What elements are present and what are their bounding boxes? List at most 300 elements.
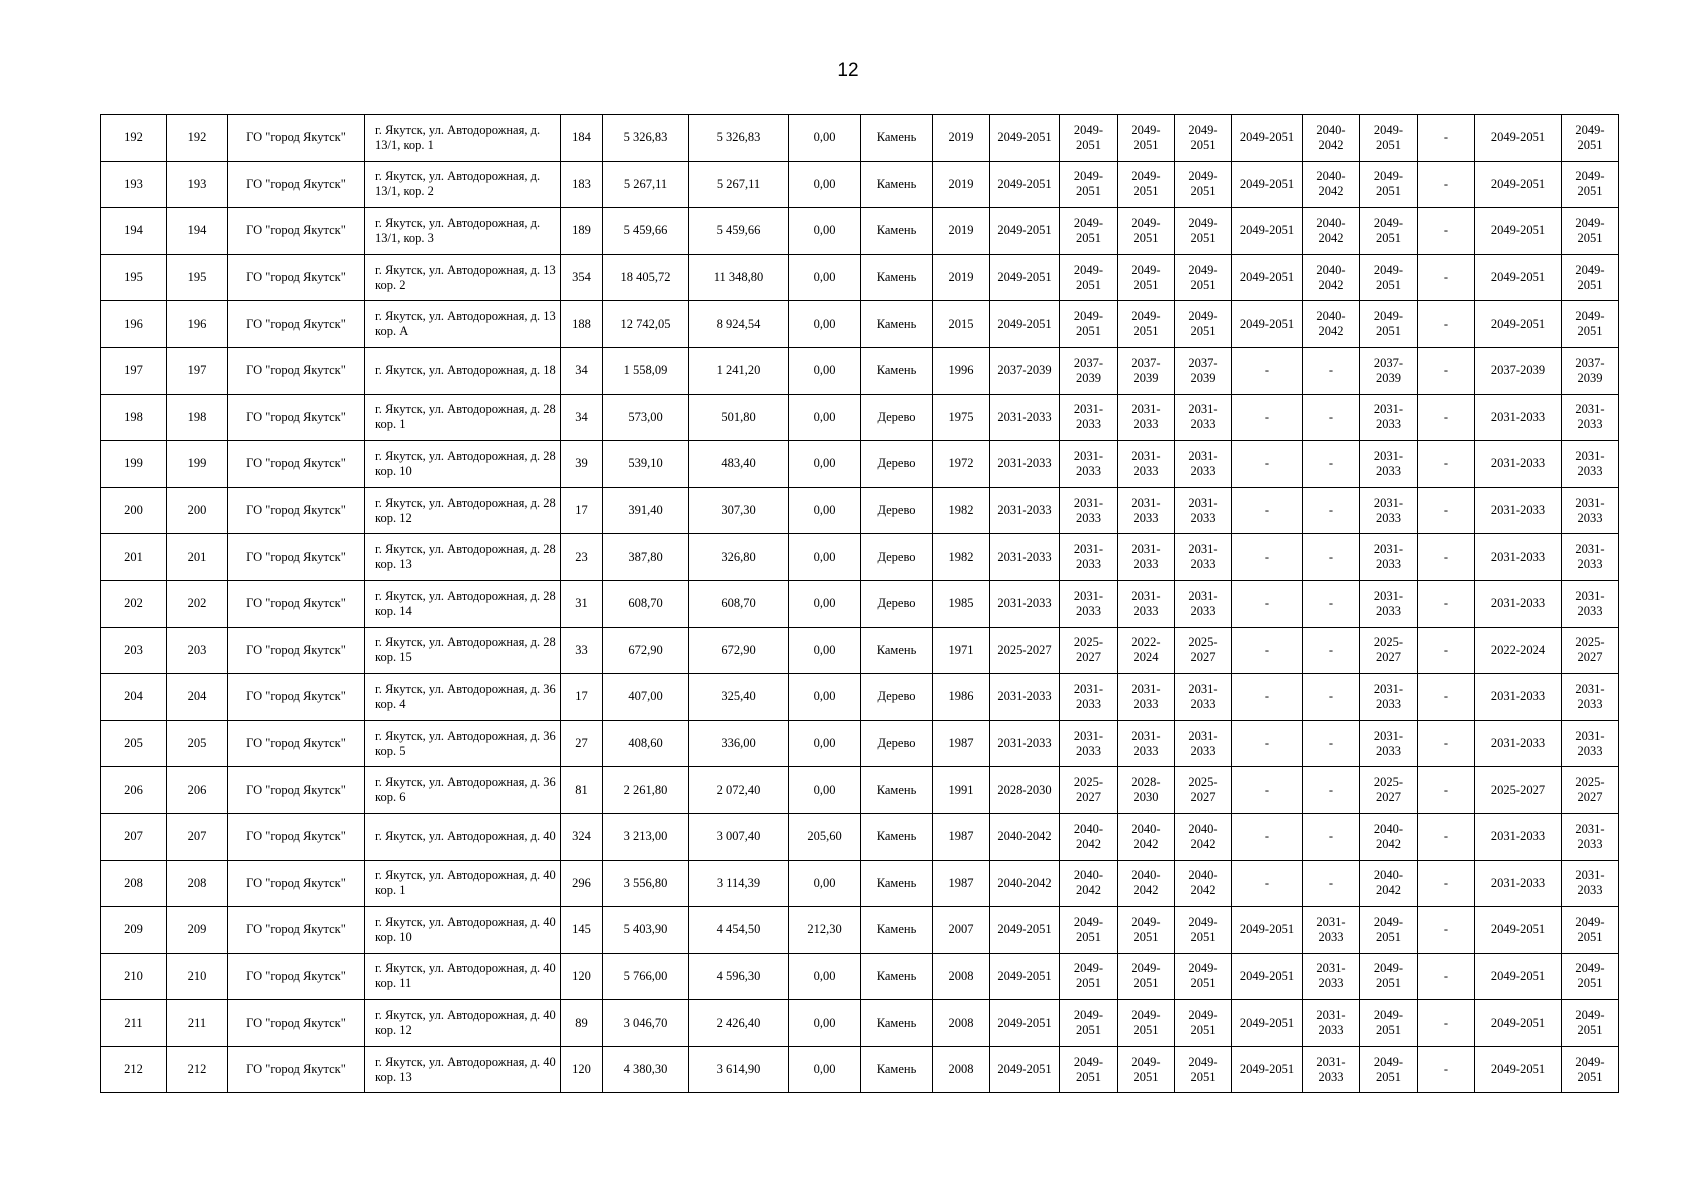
- cell-period-final: 2031-2033: [1562, 860, 1619, 907]
- cell-period-elevator: 2049-2051: [1232, 115, 1303, 162]
- cell-period-other: -: [1418, 580, 1475, 627]
- cell-period-roof: 2031-2033: [990, 674, 1060, 721]
- cell-period-engineering: 2031-2033: [1175, 441, 1232, 488]
- cell-period-basement: 2031-2033: [1360, 720, 1418, 767]
- cell-period-overall: 2031-2033: [1475, 674, 1562, 721]
- cell-period-other: -: [1418, 441, 1475, 488]
- cell-living-area: 4 454,50: [689, 907, 789, 954]
- cell-period-overall: 2022-2024: [1475, 627, 1562, 674]
- cell-municipality: ГО "город Якутск": [228, 674, 365, 721]
- cell-wall-material: Дерево: [861, 534, 933, 581]
- cell-period-roof: 2031-2033: [990, 720, 1060, 767]
- cell-total-area: 387,80: [603, 534, 689, 581]
- cell-object-number: 203: [167, 627, 228, 674]
- cell-total-area: 5 459,66: [603, 208, 689, 255]
- cell-period-engineering: 2031-2033: [1175, 720, 1232, 767]
- cell-nonresidential-area: 0,00: [789, 953, 861, 1000]
- cell-build-year: 1991: [933, 767, 990, 814]
- cell-period-elevator: -: [1232, 860, 1303, 907]
- cell-period-facade: 2049-2051: [1060, 115, 1118, 162]
- cell-period-other: -: [1418, 301, 1475, 348]
- cell-row-number: 195: [101, 254, 167, 301]
- cell-build-year: 1987: [933, 813, 990, 860]
- cell-row-number: 202: [101, 580, 167, 627]
- cell-period-overall: 2049-2051: [1475, 254, 1562, 301]
- cell-period-elevator-replace: -: [1303, 813, 1360, 860]
- cell-object-number: 211: [167, 1000, 228, 1047]
- cell-address: г. Якутск, ул. Автодорожная, д. 36 кор. 5: [365, 720, 561, 767]
- cell-period-roof: 2049-2051: [990, 208, 1060, 255]
- cell-living-area: 325,40: [689, 674, 789, 721]
- cell-wall-material: Камень: [861, 813, 933, 860]
- cell-period-engineering: 2049-2051: [1175, 1046, 1232, 1093]
- cell-period-roof: 2028-2030: [990, 767, 1060, 814]
- cell-period-roof: 2049-2051: [990, 1046, 1060, 1093]
- cell-period-elevator: 2049-2051: [1232, 208, 1303, 255]
- cell-object-number: 207: [167, 813, 228, 860]
- cell-wall-material: Камень: [861, 1000, 933, 1047]
- cell-living-area: 483,40: [689, 441, 789, 488]
- cell-period-elevator: -: [1232, 767, 1303, 814]
- cell-period-other: -: [1418, 208, 1475, 255]
- cell-wall-material: Камень: [861, 347, 933, 394]
- cell-period-facade: 2049-2051: [1060, 301, 1118, 348]
- cell-period-overall: 2031-2033: [1475, 580, 1562, 627]
- cell-period-roof: 2031-2033: [990, 534, 1060, 581]
- cell-period-facade: 2025-2027: [1060, 627, 1118, 674]
- cell-wall-material: Камень: [861, 208, 933, 255]
- cell-period-foundation: 2031-2033: [1118, 580, 1175, 627]
- cell-wall-material: Камень: [861, 115, 933, 162]
- cell-period-elevator: 2049-2051: [1232, 1000, 1303, 1047]
- cell-period-engineering: 2049-2051: [1175, 953, 1232, 1000]
- cell-total-area: 3 213,00: [603, 813, 689, 860]
- cell-municipality: ГО "город Якутск": [228, 1000, 365, 1047]
- cell-period-elevator-replace: -: [1303, 534, 1360, 581]
- cell-period-basement: 2031-2033: [1360, 394, 1418, 441]
- cell-period-engineering: 2040-2042: [1175, 813, 1232, 860]
- cell-period-roof: 2031-2033: [990, 394, 1060, 441]
- cell-period-elevator: -: [1232, 813, 1303, 860]
- cell-period-final: 2049-2051: [1562, 208, 1619, 255]
- cell-period-basement: 2049-2051: [1360, 208, 1418, 255]
- cell-nonresidential-area: 0,00: [789, 394, 861, 441]
- cell-period-final: 2031-2033: [1562, 441, 1619, 488]
- cell-living-area: 501,80: [689, 394, 789, 441]
- cell-nonresidential-area: 0,00: [789, 580, 861, 627]
- cell-object-number: 192: [167, 115, 228, 162]
- cell-period-overall: 2031-2033: [1475, 441, 1562, 488]
- cell-build-year: 1986: [933, 674, 990, 721]
- cell-living-area: 608,70: [689, 580, 789, 627]
- table-row: [101, 301, 1619, 348]
- cell-period-foundation: 2031-2033: [1118, 441, 1175, 488]
- table-row: [101, 720, 1619, 767]
- cell-period-other: -: [1418, 254, 1475, 301]
- cell-period-elevator-replace: -: [1303, 394, 1360, 441]
- cell-period-engineering: 2025-2027: [1175, 627, 1232, 674]
- cell-period-overall: 2049-2051: [1475, 115, 1562, 162]
- cell-row-number: 206: [101, 767, 167, 814]
- cell-period-roof: 2031-2033: [990, 441, 1060, 488]
- cell-period-elevator: -: [1232, 347, 1303, 394]
- cell-period-elevator-replace: -: [1303, 580, 1360, 627]
- cell-object-number: 210: [167, 953, 228, 1000]
- cell-municipality: ГО "город Якутск": [228, 953, 365, 1000]
- table-row: [101, 627, 1619, 674]
- cell-nonresidential-area: 0,00: [789, 627, 861, 674]
- cell-period-elevator-replace: 2040-2042: [1303, 301, 1360, 348]
- cell-period-engineering: 2040-2042: [1175, 860, 1232, 907]
- cell-nonresidential-area: 0,00: [789, 860, 861, 907]
- cell-address: г. Якутск, ул. Автодорожная, д. 40 кор. 11: [365, 953, 561, 1000]
- cell-build-year: 1975: [933, 394, 990, 441]
- cell-living-area: 11 348,80: [689, 254, 789, 301]
- cell-living-area: 4 596,30: [689, 953, 789, 1000]
- cell-residents: 89: [561, 1000, 603, 1047]
- table-row: [101, 208, 1619, 255]
- cell-period-engineering: 2049-2051: [1175, 301, 1232, 348]
- cell-period-basement: 2049-2051: [1360, 1000, 1418, 1047]
- cell-address: г. Якутск, ул. Автодорожная, д. 28 кор. 1: [365, 394, 561, 441]
- cell-municipality: ГО "город Якутск": [228, 907, 365, 954]
- cell-living-area: 5 326,83: [689, 115, 789, 162]
- cell-address: г. Якутск, ул. Автодорожная, д. 28 кор. 13: [365, 534, 561, 581]
- cell-address: г. Якутск, ул. Автодорожная, д. 40 кор. 10: [365, 907, 561, 954]
- table-row: [101, 1046, 1619, 1093]
- table-body: [101, 115, 1619, 1093]
- cell-period-other: -: [1418, 813, 1475, 860]
- cell-period-other: -: [1418, 487, 1475, 534]
- cell-total-area: 407,00: [603, 674, 689, 721]
- cell-nonresidential-area: 212,30: [789, 907, 861, 954]
- cell-period-basement: 2049-2051: [1360, 953, 1418, 1000]
- cell-municipality: ГО "город Якутск": [228, 860, 365, 907]
- cell-total-area: 391,40: [603, 487, 689, 534]
- cell-living-area: 326,80: [689, 534, 789, 581]
- cell-period-other: -: [1418, 115, 1475, 162]
- cell-period-facade: 2040-2042: [1060, 813, 1118, 860]
- cell-total-area: 3 556,80: [603, 860, 689, 907]
- cell-living-area: 3 614,90: [689, 1046, 789, 1093]
- cell-nonresidential-area: 0,00: [789, 487, 861, 534]
- cell-municipality: ГО "город Якутск": [228, 441, 365, 488]
- cell-build-year: 1985: [933, 580, 990, 627]
- cell-object-number: 206: [167, 767, 228, 814]
- cell-period-engineering: 2049-2051: [1175, 254, 1232, 301]
- cell-address: г. Якутск, ул. Автодорожная, д. 13/1, кор. 1: [365, 115, 561, 162]
- cell-period-elevator-replace: 2031-2033: [1303, 1046, 1360, 1093]
- cell-period-elevator: 2049-2051: [1232, 1046, 1303, 1093]
- cell-period-overall: 2031-2033: [1475, 720, 1562, 767]
- cell-period-roof: 2031-2033: [990, 487, 1060, 534]
- cell-period-other: -: [1418, 674, 1475, 721]
- cell-municipality: ГО "город Якутск": [228, 208, 365, 255]
- cell-build-year: 1982: [933, 487, 990, 534]
- cell-period-final: 2049-2051: [1562, 953, 1619, 1000]
- cell-residents: 296: [561, 860, 603, 907]
- cell-period-basement: 2049-2051: [1360, 1046, 1418, 1093]
- cell-living-area: 672,90: [689, 627, 789, 674]
- cell-row-number: 196: [101, 301, 167, 348]
- cell-row-number: 197: [101, 347, 167, 394]
- cell-nonresidential-area: 0,00: [789, 1000, 861, 1047]
- cell-build-year: 2019: [933, 208, 990, 255]
- cell-period-overall: 2049-2051: [1475, 161, 1562, 208]
- cell-period-elevator: -: [1232, 394, 1303, 441]
- cell-wall-material: Камень: [861, 301, 933, 348]
- cell-period-elevator: 2049-2051: [1232, 953, 1303, 1000]
- cell-row-number: 205: [101, 720, 167, 767]
- table-row: [101, 254, 1619, 301]
- cell-period-elevator-replace: -: [1303, 767, 1360, 814]
- cell-period-foundation: 2049-2051: [1118, 1046, 1175, 1093]
- cell-period-elevator-replace: 2040-2042: [1303, 115, 1360, 162]
- cell-period-overall: 2031-2033: [1475, 860, 1562, 907]
- cell-wall-material: Камень: [861, 767, 933, 814]
- cell-period-facade: 2049-2051: [1060, 907, 1118, 954]
- cell-row-number: 207: [101, 813, 167, 860]
- cell-period-foundation: 2022-2024: [1118, 627, 1175, 674]
- cell-period-elevator: 2049-2051: [1232, 907, 1303, 954]
- cell-period-final: 2031-2033: [1562, 487, 1619, 534]
- cell-period-final: 2049-2051: [1562, 907, 1619, 954]
- cell-municipality: ГО "город Якутск": [228, 161, 365, 208]
- cell-wall-material: Дерево: [861, 580, 933, 627]
- table-row: [101, 161, 1619, 208]
- cell-period-basement: 2040-2042: [1360, 860, 1418, 907]
- cell-build-year: 2008: [933, 1000, 990, 1047]
- cell-address: г. Якутск, ул. Автодорожная, д. 36 кор. 4: [365, 674, 561, 721]
- cell-period-basement: 2031-2033: [1360, 534, 1418, 581]
- cell-period-elevator-replace: 2031-2033: [1303, 907, 1360, 954]
- cell-living-area: 5 459,66: [689, 208, 789, 255]
- cell-period-final: 2025-2027: [1562, 627, 1619, 674]
- cell-period-engineering: 2031-2033: [1175, 487, 1232, 534]
- cell-period-elevator: -: [1232, 720, 1303, 767]
- cell-period-roof: 2037-2039: [990, 347, 1060, 394]
- cell-residents: 39: [561, 441, 603, 488]
- cell-total-area: 18 405,72: [603, 254, 689, 301]
- cell-address: г. Якутск, ул. Автодорожная, д. 40 кор. 13: [365, 1046, 561, 1093]
- cell-period-foundation: 2031-2033: [1118, 674, 1175, 721]
- cell-period-basement: 2031-2033: [1360, 674, 1418, 721]
- cell-nonresidential-area: 0,00: [789, 767, 861, 814]
- cell-build-year: 1996: [933, 347, 990, 394]
- cell-period-facade: 2049-2051: [1060, 1046, 1118, 1093]
- cell-total-area: 5 326,83: [603, 115, 689, 162]
- cell-living-area: 5 267,11: [689, 161, 789, 208]
- cell-total-area: 3 046,70: [603, 1000, 689, 1047]
- cell-address: г. Якутск, ул. Автодорожная, д. 28 кор. 10: [365, 441, 561, 488]
- cell-period-foundation: 2049-2051: [1118, 301, 1175, 348]
- cell-living-area: 336,00: [689, 720, 789, 767]
- cell-address: г. Якутск, ул. Автодорожная, д. 13/1, кор. 2: [365, 161, 561, 208]
- cell-build-year: 1987: [933, 860, 990, 907]
- cell-object-number: 198: [167, 394, 228, 441]
- cell-residents: 189: [561, 208, 603, 255]
- cell-nonresidential-area: 0,00: [789, 1046, 861, 1093]
- cell-address: г. Якутск, ул. Автодорожная, д. 13 кор. 2: [365, 254, 561, 301]
- cell-period-overall: 2031-2033: [1475, 534, 1562, 581]
- cell-residents: 145: [561, 907, 603, 954]
- cell-period-elevator: -: [1232, 534, 1303, 581]
- cell-period-elevator: -: [1232, 441, 1303, 488]
- cell-row-number: 208: [101, 860, 167, 907]
- cell-period-roof: 2049-2051: [990, 953, 1060, 1000]
- cell-build-year: 2008: [933, 1046, 990, 1093]
- cell-object-number: 208: [167, 860, 228, 907]
- cell-address: г. Якутск, ул. Автодорожная, д. 18: [365, 347, 561, 394]
- table-row: [101, 907, 1619, 954]
- cell-residents: 23: [561, 534, 603, 581]
- cell-period-other: -: [1418, 907, 1475, 954]
- cell-residents: 354: [561, 254, 603, 301]
- cell-period-elevator-replace: 2040-2042: [1303, 208, 1360, 255]
- cell-object-number: 205: [167, 720, 228, 767]
- cell-municipality: ГО "город Якутск": [228, 767, 365, 814]
- cell-residents: 34: [561, 347, 603, 394]
- cell-period-engineering: 2049-2051: [1175, 1000, 1232, 1047]
- cell-wall-material: Дерево: [861, 674, 933, 721]
- cell-period-basement: 2025-2027: [1360, 627, 1418, 674]
- cell-period-elevator: -: [1232, 627, 1303, 674]
- cell-period-engineering: 2049-2051: [1175, 907, 1232, 954]
- cell-object-number: 209: [167, 907, 228, 954]
- table-row: [101, 953, 1619, 1000]
- cell-period-elevator-replace: -: [1303, 441, 1360, 488]
- cell-living-area: 307,30: [689, 487, 789, 534]
- cell-object-number: 197: [167, 347, 228, 394]
- cell-period-facade: 2031-2033: [1060, 487, 1118, 534]
- cell-period-other: -: [1418, 720, 1475, 767]
- cell-address: г. Якутск, ул. Автодорожная, д. 28 кор. 12: [365, 487, 561, 534]
- cell-wall-material: Камень: [861, 907, 933, 954]
- cell-municipality: ГО "город Якутск": [228, 115, 365, 162]
- table-row: [101, 813, 1619, 860]
- cell-period-overall: 2037-2039: [1475, 347, 1562, 394]
- cell-period-facade: 2049-2051: [1060, 254, 1118, 301]
- cell-wall-material: Дерево: [861, 441, 933, 488]
- cell-object-number: 195: [167, 254, 228, 301]
- cell-address: г. Якутск, ул. Автодорожная, д. 13/1, кор. 3: [365, 208, 561, 255]
- cell-period-basement: 2049-2051: [1360, 115, 1418, 162]
- cell-row-number: 204: [101, 674, 167, 721]
- cell-period-basement: 2049-2051: [1360, 254, 1418, 301]
- table-row: [101, 347, 1619, 394]
- cell-row-number: 194: [101, 208, 167, 255]
- cell-row-number: 201: [101, 534, 167, 581]
- cell-row-number: 209: [101, 907, 167, 954]
- cell-total-area: 608,70: [603, 580, 689, 627]
- cell-build-year: 2008: [933, 953, 990, 1000]
- table-row: [101, 534, 1619, 581]
- cell-living-area: 2 072,40: [689, 767, 789, 814]
- cell-period-foundation: 2049-2051: [1118, 254, 1175, 301]
- cell-wall-material: Камень: [861, 254, 933, 301]
- cell-total-area: 573,00: [603, 394, 689, 441]
- cell-period-facade: 2031-2033: [1060, 580, 1118, 627]
- cell-period-roof: 2049-2051: [990, 161, 1060, 208]
- cell-total-area: 5 267,11: [603, 161, 689, 208]
- cell-period-engineering: 2037-2039: [1175, 347, 1232, 394]
- cell-object-number: 199: [167, 441, 228, 488]
- cell-period-basement: 2049-2051: [1360, 301, 1418, 348]
- cell-municipality: ГО "город Якутск": [228, 580, 365, 627]
- cell-object-number: 196: [167, 301, 228, 348]
- cell-period-overall: 2031-2033: [1475, 813, 1562, 860]
- cell-wall-material: Камень: [861, 860, 933, 907]
- cell-address: г. Якутск, ул. Автодорожная, д. 28 кор. 15: [365, 627, 561, 674]
- cell-row-number: 198: [101, 394, 167, 441]
- cell-object-number: 204: [167, 674, 228, 721]
- table-row: [101, 580, 1619, 627]
- cell-period-final: 2049-2051: [1562, 161, 1619, 208]
- cell-period-final: 2049-2051: [1562, 301, 1619, 348]
- cell-period-overall: 2049-2051: [1475, 953, 1562, 1000]
- cell-build-year: 2015: [933, 301, 990, 348]
- cell-wall-material: Камень: [861, 161, 933, 208]
- cell-address: г. Якутск, ул. Автодорожная, д. 36 кор. 6: [365, 767, 561, 814]
- cell-wall-material: Камень: [861, 953, 933, 1000]
- cell-nonresidential-area: 0,00: [789, 674, 861, 721]
- cell-period-elevator-replace: -: [1303, 860, 1360, 907]
- cell-period-final: 2031-2033: [1562, 580, 1619, 627]
- cell-period-foundation: 2049-2051: [1118, 115, 1175, 162]
- cell-object-number: 201: [167, 534, 228, 581]
- cell-nonresidential-area: 0,00: [789, 720, 861, 767]
- cell-nonresidential-area: 0,00: [789, 347, 861, 394]
- cell-nonresidential-area: 0,00: [789, 161, 861, 208]
- cell-period-overall: 2049-2051: [1475, 907, 1562, 954]
- cell-period-foundation: 2031-2033: [1118, 487, 1175, 534]
- cell-residents: 31: [561, 580, 603, 627]
- cell-period-foundation: 2031-2033: [1118, 534, 1175, 581]
- cell-living-area: 1 241,20: [689, 347, 789, 394]
- cell-period-elevator: -: [1232, 674, 1303, 721]
- cell-row-number: 212: [101, 1046, 167, 1093]
- cell-residents: 120: [561, 953, 603, 1000]
- cell-build-year: 1971: [933, 627, 990, 674]
- cell-period-facade: 2031-2033: [1060, 394, 1118, 441]
- cell-period-foundation: 2040-2042: [1118, 860, 1175, 907]
- cell-period-overall: 2031-2033: [1475, 394, 1562, 441]
- cell-period-engineering: 2049-2051: [1175, 115, 1232, 162]
- cell-period-facade: 2031-2033: [1060, 441, 1118, 488]
- cell-period-overall: 2049-2051: [1475, 1046, 1562, 1093]
- cell-period-facade: 2031-2033: [1060, 720, 1118, 767]
- cell-total-area: 539,10: [603, 441, 689, 488]
- cell-period-foundation: 2049-2051: [1118, 953, 1175, 1000]
- cell-municipality: ГО "город Якутск": [228, 813, 365, 860]
- cell-period-final: 2049-2051: [1562, 1046, 1619, 1093]
- cell-period-other: -: [1418, 1000, 1475, 1047]
- cell-address: г. Якутск, ул. Автодорожная, д. 13 кор. А: [365, 301, 561, 348]
- cell-municipality: ГО "город Якутск": [228, 487, 365, 534]
- cell-object-number: 202: [167, 580, 228, 627]
- cell-wall-material: Дерево: [861, 720, 933, 767]
- cell-nonresidential-area: 0,00: [789, 115, 861, 162]
- cell-total-area: 4 380,30: [603, 1046, 689, 1093]
- cell-municipality: ГО "город Якутск": [228, 627, 365, 674]
- cell-period-other: -: [1418, 534, 1475, 581]
- cell-address: г. Якутск, ул. Автодорожная, д. 40: [365, 813, 561, 860]
- table-row: [101, 1000, 1619, 1047]
- cell-period-roof: 2049-2051: [990, 1000, 1060, 1047]
- cell-period-other: -: [1418, 347, 1475, 394]
- cell-period-roof: 2049-2051: [990, 301, 1060, 348]
- cell-row-number: 210: [101, 953, 167, 1000]
